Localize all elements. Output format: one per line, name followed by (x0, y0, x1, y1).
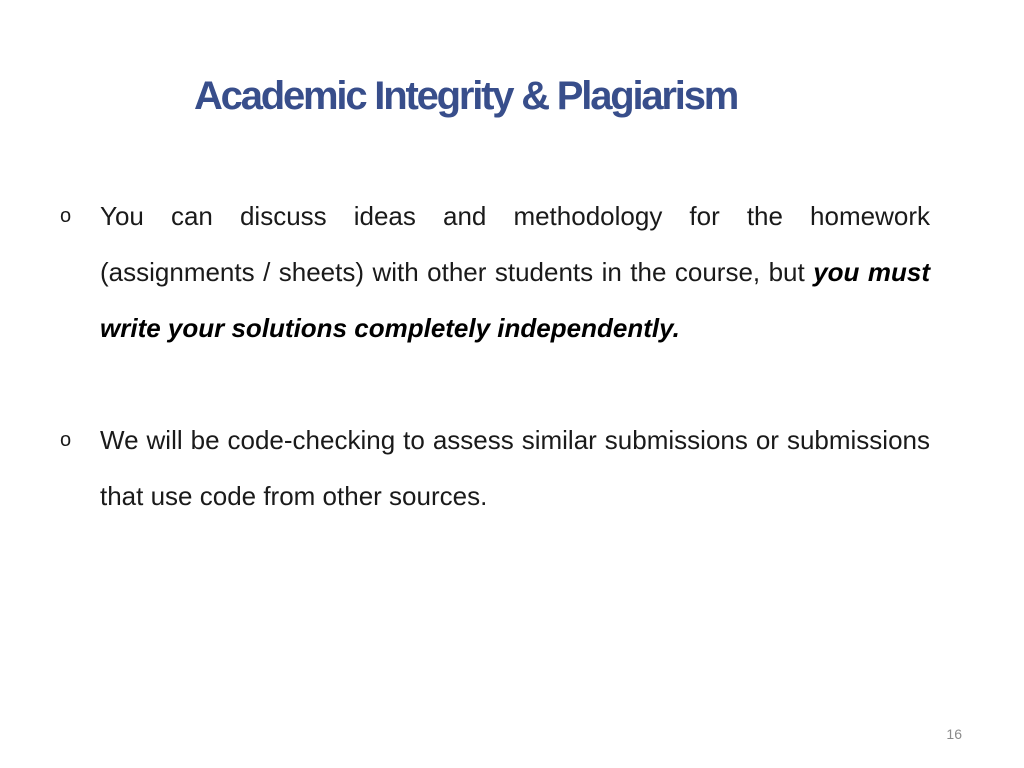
bullet-marker: o (60, 205, 72, 227)
bullet-text (100, 412, 930, 524)
bullet-marker: o (60, 429, 72, 451)
bullet-plain-text: You can discuss ideas and methodology for the homework (assignments / sheets) with other students in the course, but (100, 201, 930, 287)
bullet-list (60, 188, 930, 524)
bullet-text (100, 188, 930, 356)
page-number: 16 (946, 726, 962, 742)
bullet-emphasis-text: you must write your solutions completely independently. (100, 257, 930, 343)
slide-title: Academic Integrity & Plagiarism (194, 74, 738, 118)
bullet-plain-text: We will be code-checking to assess similar submissions or submissions that use code from other sources. (100, 425, 930, 511)
list-item (60, 188, 930, 356)
list-item (60, 412, 930, 524)
